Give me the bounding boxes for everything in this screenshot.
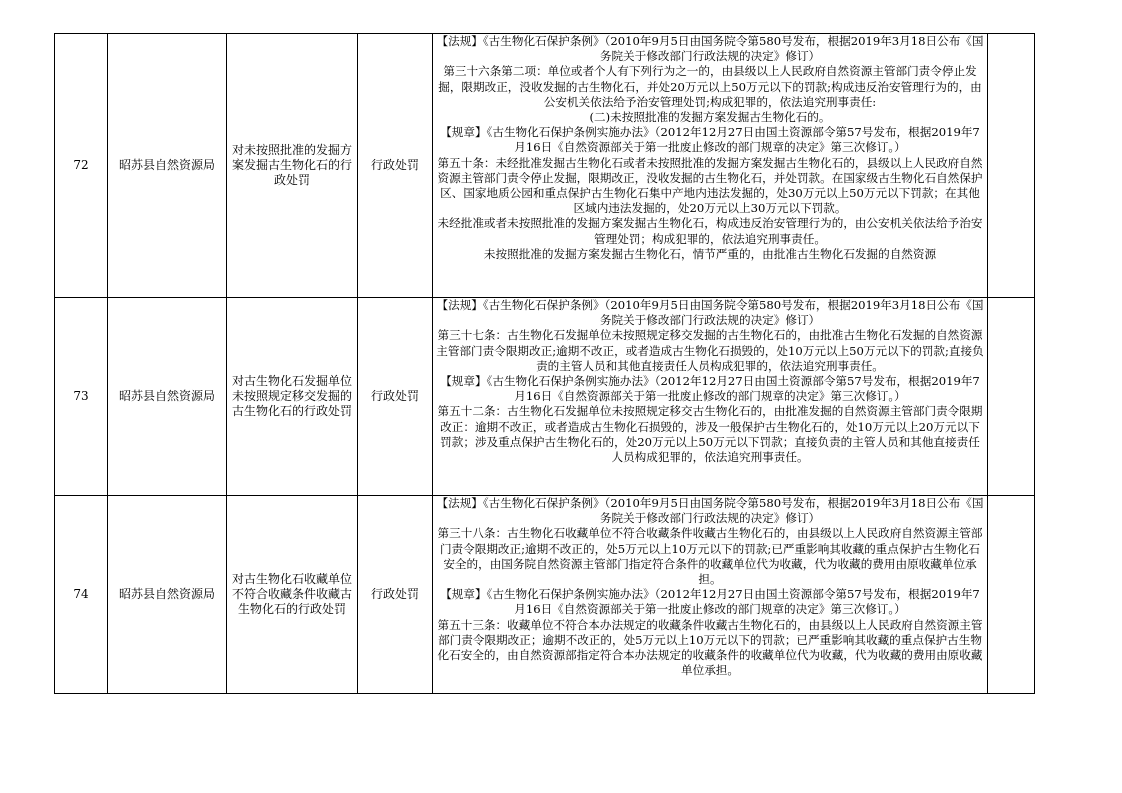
legal-basis-cell: [433, 298, 988, 496]
basis-paragraph: 【法规】《古生物化石保护条例》（2010年9月5日由国务院令第580号发布，根据2019年3月18日公布《国务院关于修改部门行政法规的决定》修订）: [436, 34, 984, 64]
legal-basis-cell: [433, 34, 988, 298]
row-number: 74: [55, 496, 108, 694]
basis-paragraph: 【法规】《古生物化石保护条例》（2010年9月5日由国务院令第580号发布，根据2019年3月18日公布《国务院关于修改部门行政法规的决定》修订）: [436, 298, 984, 328]
basis-paragraph: 第三十六条第二项：单位或者个人有下列行为之一的，由县级以上人民政府自然资源主管部门责令停止发掘，限期改正，没收发掘的古生物化石，并处20万元以上50万元以下的罚款;构成违反治安管理行为的，由公安机关依法给予治安管理处罚;构成犯罪的，依法追究刑事责任:: [438, 64, 982, 109]
department-cell: 昭苏县自然资源局: [108, 496, 227, 694]
basis-paragraph: 【法规】《古生物化石保护条例》（2010年9月5日由国务院令第580号发布，根据2019年3月18日公布《国务院关于修改部门行政法规的决定》修订）: [436, 496, 984, 526]
remarks-cell: [988, 496, 1035, 694]
legal-basis-cell: [433, 496, 988, 694]
item-type-cell: 行政处罚: [358, 298, 433, 496]
basis-paragraph: 第三十八条：古生物化石收藏单位不符合收藏条件收藏古生物化石的，由县级以上人民政府自然资源主管部门责令限期改正;逾期不改正的，处5万元以上10万元以下的罚款;已严重影响其收藏的重点保护古生物化石安全的，由国务院自然资源主管部门指定符合条件的收藏单位代为收藏，代为收藏的费用由原收藏单位承担。: [437, 526, 983, 587]
item-name-cell: 对古生物化石收藏单位不符合收藏条件收藏古生物化石的行政处罚: [227, 496, 358, 694]
item-name-cell: 对古生物化石发掘单位未按照规定移交发掘的古生物化石的行政处罚: [227, 298, 358, 496]
row-number: 72: [55, 34, 108, 298]
remarks-cell: [988, 34, 1035, 298]
basis-paragraph: 第五十三条：收藏单位不符合本办法规定的收藏条件收藏古生物化石的，由县级以上人民政府自然资源主管部门责令限期改正；逾期不改正的，处5万元以上10万元以下的罚款；已严重影响其收藏的重点保护古生物化石安全的，由自然资源部指定符合本办法规定的收藏条件的收藏单位代为收藏，代为收藏的费用由原收藏单位承担。: [437, 617, 983, 678]
remarks-cell: [988, 298, 1035, 496]
department-cell: 昭苏县自然资源局: [108, 298, 227, 496]
item-type-cell: 行政处罚: [358, 496, 433, 694]
basis-paragraph: 第三十七条：古生物化石发掘单位未按照规定移交发掘的古生物化石的，由批准古生物化石发掘的自然资源主管部门责令限期改正;逾期不改正，或者造成古生物化石损毁的，处10万元以上50万元以下的罚款;直接负责的主管人员和其他直接责任人员构成犯罪的，依法追究刑事责任。: [436, 328, 984, 373]
penalty-table: [54, 33, 1035, 694]
table-row: [55, 298, 1035, 496]
basis-paragraph: 【规章】《古生物化石保护条例实施办法》（2012年12月27日由国土资源部令第57号发布，根据2019年7月16日《自然资源部关于第一批废止修改的部门规章的决定》第三次修订。）: [440, 374, 980, 404]
table-row: [55, 34, 1035, 298]
table-row: [55, 496, 1035, 694]
basis-paragraph: 【规章】《古生物化石保护条例实施办法》（2012年12月27日由国土资源部令第57号发布，根据2019年7月16日《自然资源部关于第一批废止修改的部门规章的决定》第三次修订。）: [440, 587, 980, 617]
item-name-cell: 对未按照批准的发掘方案发掘古生物化石的行政处罚: [227, 34, 358, 298]
row-number: 73: [55, 298, 108, 496]
basis-paragraph: 未按照批准的发掘方案发掘古生物化石，情节严重的，由批准古生物化石发掘的自然资源: [483, 246, 937, 261]
basis-paragraph: 第五十条：未经批准发掘古生物化石或者未按照批准的发掘方案发掘古生物化石的，县级以上人民政府自然资源主管部门责令停止发掘，限期改正，没收发掘的古生物化石，并处罚款。在国家级古生物化石自然保护区、国家地质公园和重点保护古生物化石集中产地内违法发掘的，处30万元以上50万元以下罚款；在其他区域内违法发掘的，处20万元以上30万元以下罚款。: [437, 155, 983, 216]
basis-paragraph: 【规章】《古生物化石保护条例实施办法》（2012年12月27日由国土资源部令第57号发布，根据2019年7月16日《自然资源部关于第一批废止修改的部门规章的决定》第三次修订。）: [440, 125, 980, 155]
department-cell: 昭苏县自然资源局: [108, 34, 227, 298]
basis-paragraph: 未经批准或者未按照批准的发掘方案发掘古生物化石，构成违反治安管理行为的，由公安机关依法给予治安管理处罚；构成犯罪的，依法追究刑事责任。: [437, 216, 983, 246]
basis-paragraph: (二)未按照批准的发掘方案发掘古生物化石的。: [589, 110, 831, 125]
basis-paragraph: 第五十二条：古生物化石发掘单位未按照规定移交古生物化石的，由批准发掘的自然资源主管部门责令限期改正：逾期不改正，或者造成古生物化石损毁的，涉及一般保护古生物化石的，处10万元以上20万元以下罚款；涉及重点保护古生物化石的，处20万元以上50万元以下罚款；直接负责的主管人员和其他直接责任人员构成犯罪的，依法追究刑事责任。: [437, 404, 983, 465]
item-type-cell: 行政处罚: [358, 34, 433, 298]
